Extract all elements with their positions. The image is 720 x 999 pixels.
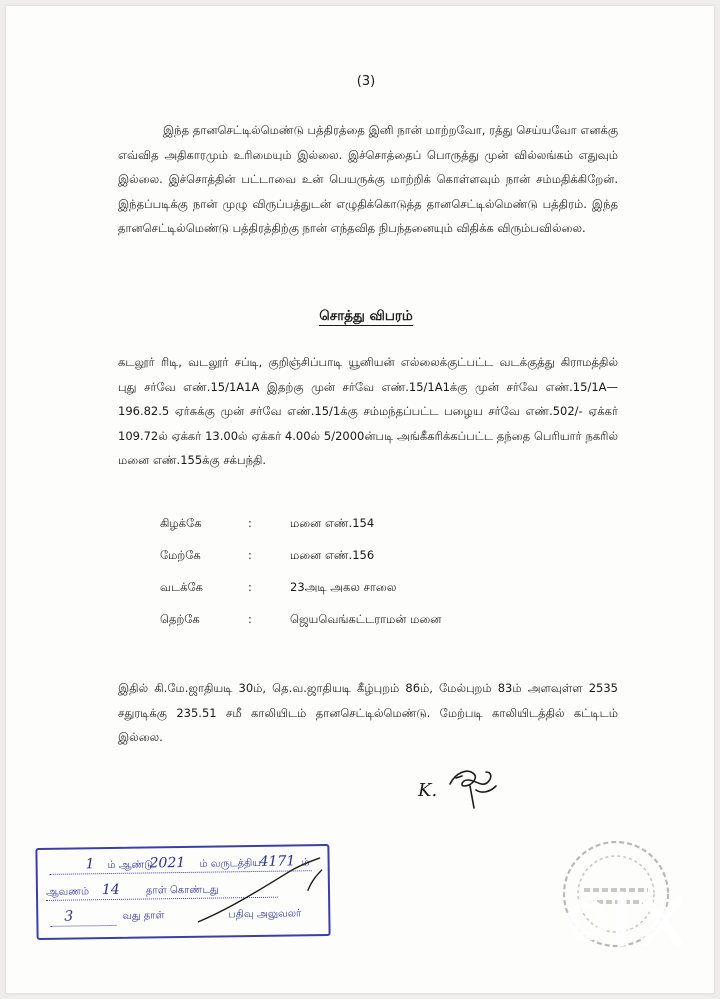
registration-stamp bbox=[35, 844, 330, 940]
stamp-text: ம் bbox=[301, 857, 310, 869]
boundary-row-west bbox=[6, 548, 720, 568]
property-description-paragraph: கடலூர் ரிடி, வடலூர் சப்டி, குறிஞ்சிப்பாடி யூனியன் எல்லைக்குட்பட்ட வடக்குத்து கிராமத்தில் புது சர்வே எண்.15/1A1A இதற்கு முன் சர்வே எண்.15/1A1க்கு முன் சர்வே எண்.15/1A—196.82.5 ஏர்சுக்கு முன் சர்வே எண்.15/1க்கு சம்மந்தப்பட்ட பழைய சர்வே எண்.502/- ஏக்கர் 109.72ல் ஏக்கர் 13.00ல் ஏக்கர் 4.00ல் 5/2000ன்படி அங்கீகரிக்கப்பட்ட தந்தை பெரியார் நகரில் மனை எண்.155க்கு சக்பந்தி. bbox=[118, 355, 618, 467]
stamp-line-3 bbox=[50, 909, 116, 927]
boundary-direction: கிழக்கே bbox=[160, 516, 202, 530]
boundary-colon: : bbox=[248, 612, 252, 626]
boundary-colon: : bbox=[248, 580, 252, 594]
handwritten-signature bbox=[416, 758, 506, 818]
boundary-colon: : bbox=[248, 516, 252, 530]
declaration-paragraph: இந்த தானசெட்டில்மெண்டு பத்திரத்தை இனி நான் மாற்றவோ, ரத்து செய்யவோ எனக்கு எவ்வித அதிகாரமும் உரிமையும் இல்லை. இச்சொத்தைப் பொருத்து முன் வில்லங்கம் எதுவும் இல்லை. இச்சொத்தின் பட்டாவை உன் பெயருக்கு மாற்றிக் கொள்ளவும் நான் சம்மதிக்கிறேன். இந்தப்படிக்கு நான் முழு விருப்பத்துடன் எழுதிக்கொடுத்த தானசெட்டில்மெண்டு பத்திரம். இந்த தானசெட்டில்மெண்டு பத்திரத்திற்கு நான் எந்தவித நிபந்தனையும் விதிக்க விரும்பவில்லை. bbox=[118, 123, 618, 235]
boundary-direction: மேற்கே bbox=[160, 548, 201, 562]
boundary-value: மனை எண்.156 bbox=[290, 548, 375, 562]
stamp-text: வது தாள் bbox=[122, 910, 165, 922]
stamp-officer-label: பதிவு அலுவலர் bbox=[228, 908, 302, 921]
boundary-direction: வடக்கே bbox=[160, 580, 204, 594]
document-page bbox=[6, 6, 714, 993]
stamp-text: ஆவணம் bbox=[45, 886, 90, 898]
boundary-colon: : bbox=[248, 548, 252, 562]
stamp-handwritten-1: 1 bbox=[85, 856, 95, 873]
boundary-row-east bbox=[6, 516, 720, 536]
stamp-handwritten-year: 2021 bbox=[149, 854, 186, 872]
stamp-handwritten-number: 4171 bbox=[259, 853, 296, 870]
boundary-row-north bbox=[6, 580, 720, 600]
section-heading bbox=[6, 308, 720, 326]
signature-initial: K. bbox=[418, 780, 438, 801]
boundary-direction: தெற்கே bbox=[160, 612, 200, 626]
stamp-text: ம் வருடத்திய bbox=[199, 857, 261, 870]
watermark-logo bbox=[566, 886, 696, 956]
boundary-value: ஜெயவெங்கட்டராமன் மனை bbox=[290, 612, 442, 626]
boundary-value: 23அடி அகல சாலை bbox=[290, 580, 397, 594]
stamp-handwritten-page: 3 bbox=[64, 908, 74, 925]
measurement-paragraph: இதில் கி.மே.ஜாதியடி 30ம், தெ.வ.ஜாதியடி கீழ்புறம் 86ம், மேல்புறம் 83ம் அளவுள்ள 2535 சதுரடிக்கு 235.51 சமீ காலியிடம் தானசெட்டில்மெண்டு. மேற்படி காலியிடத்தில் கட்டிடம் இல்லை. bbox=[118, 681, 618, 744]
officer-signature bbox=[187, 850, 328, 932]
boundary-row-south bbox=[6, 612, 720, 632]
stamp-text: ம் ஆண்டு bbox=[107, 859, 154, 872]
boundary-value: மனை எண்.154 bbox=[290, 516, 375, 530]
section-heading-text: சொத்து விபரம் bbox=[319, 308, 413, 324]
page-number: (3) bbox=[356, 74, 376, 89]
stamp-text: தாள் கொண்டது bbox=[145, 884, 219, 897]
stamp-handwritten-sheets: 14 bbox=[101, 881, 120, 899]
